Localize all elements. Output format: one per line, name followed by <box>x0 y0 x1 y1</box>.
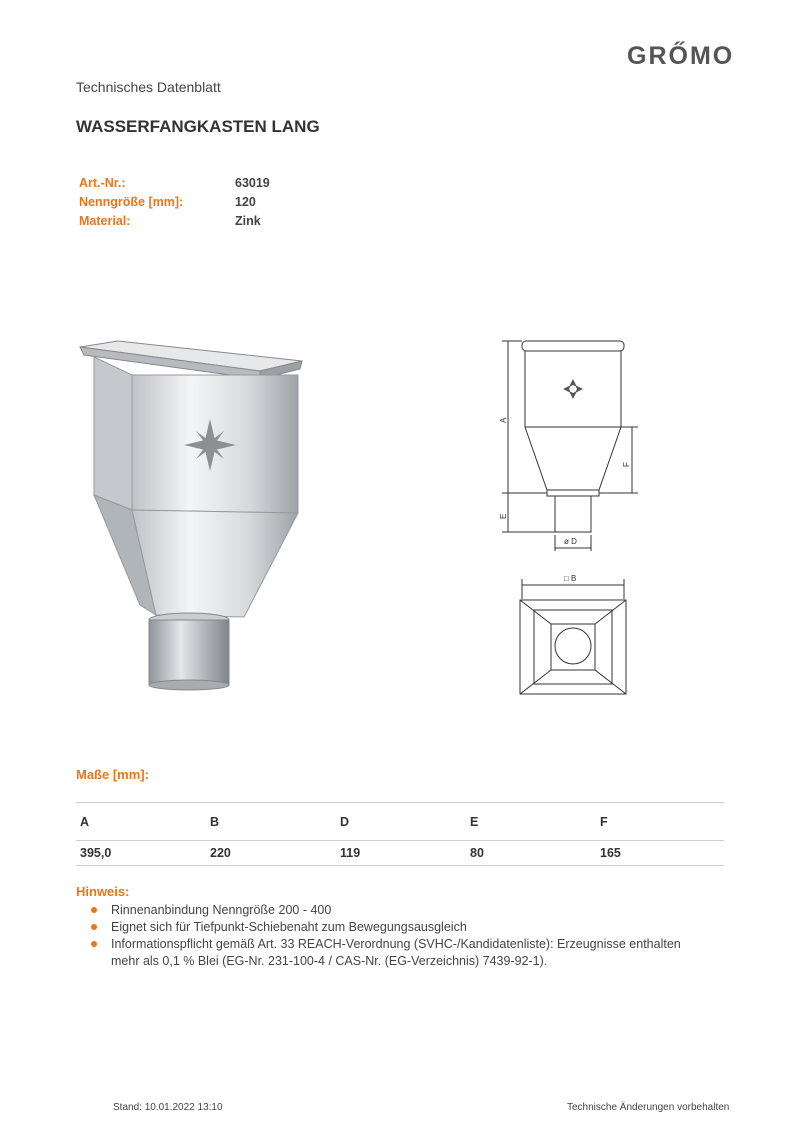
meta-value: 63019 <box>235 176 270 190</box>
meta-row-article-number <box>79 174 270 193</box>
meta-value: 120 <box>235 195 256 209</box>
table-header-row <box>76 803 724 841</box>
value-d: 119 <box>336 841 466 866</box>
meta-label: Nenngröße [mm]: <box>79 195 184 209</box>
table-row <box>76 841 724 866</box>
column-header-f: F <box>596 803 724 841</box>
document-type: Technisches Datenblatt <box>76 79 221 95</box>
list-item: Informationspflicht gemäß Art. 33 REACH-Verordnung (SVHC-/Kandidatenliste): Erzeugnisse enthalten mehr als 0,1 % Blei (EG-Nr. 231-100-4 / CAS-Nr. (EG-Verzeichnis) 7439-92-1). <box>88 936 688 970</box>
value-f: 165 <box>596 841 724 866</box>
meta-row-material <box>79 212 270 231</box>
value-a: 395,0 <box>76 841 206 866</box>
notes-title: Hinweis: <box>76 884 130 899</box>
article-meta <box>79 174 270 231</box>
meta-label: Art.-Nr.: <box>79 176 126 190</box>
drawing-label-b: □ B <box>564 574 577 583</box>
dimensions-table <box>76 802 724 866</box>
column-header-d: D <box>336 803 466 841</box>
product-photo <box>76 335 316 695</box>
dimensions-title: Maße [mm]: <box>76 767 149 782</box>
footer-date: Stand: 10.01.2022 13:10 <box>113 1102 223 1113</box>
meta-label: Material: <box>79 214 131 228</box>
value-b: 220 <box>206 841 336 866</box>
column-header-a: A <box>76 803 206 841</box>
list-item: Rinnenanbindung Nenngröße 200 - 400 <box>88 902 688 919</box>
footer-disclaimer: Technische Änderungen vorbehalten <box>567 1102 730 1113</box>
brand-logo: GRŐMO <box>627 42 735 70</box>
technical-drawing <box>498 335 658 710</box>
meta-row-nominal-size <box>79 193 270 212</box>
drawing-label-d: ø D <box>564 537 577 546</box>
column-header-b: B <box>206 803 336 841</box>
meta-value: Zink <box>235 214 261 228</box>
drawing-label-f: F <box>622 462 631 467</box>
drawing-label-e: E <box>499 513 508 519</box>
column-header-e: E <box>466 803 596 841</box>
notes-list <box>88 902 688 970</box>
list-item: Eignet sich für Tiefpunkt-Schiebenaht zum Bewegungsausgleich <box>88 919 688 936</box>
value-e: 80 <box>466 841 596 866</box>
page-title: WASSERFANGKASTEN LANG <box>76 117 320 136</box>
drawing-label-a: A <box>499 417 508 423</box>
